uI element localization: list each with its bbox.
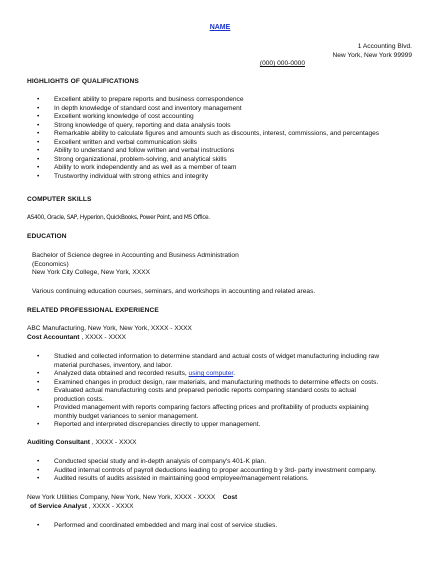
job3-title-a: Cost: [222, 494, 238, 501]
highlights-list: [37, 96, 379, 181]
list-item: • Audited results of audits assisted in maintaining good employee/management relations.: [37, 475, 376, 484]
address-line-2: New York, New York 99999: [332, 52, 412, 59]
list-item: • Ability to understand and follow written and verbal instructions: [37, 147, 379, 156]
list-item-text: Analyzed data obtained and recorded results,: [54, 370, 187, 377]
job1-company: ABC Manufacturing, New York, New York, XXXX - XXXX: [27, 325, 192, 332]
education-school: New York City College, New York, XXXX: [32, 269, 151, 276]
job1-dates: , XXXX - XXXX: [79, 334, 127, 341]
computer-skills-text: AS400, Oracle, SAP, Hyperion, QuickBooks, Power Point, and MS Office.: [27, 215, 210, 221]
list-item: • Trustworthy individual with strong ethics and integrity: [37, 173, 379, 182]
list-item: • Strong organizational, problem-solving, and analytical skills: [37, 156, 379, 165]
job1-title-line: [27, 334, 126, 343]
job3-company: New York Utilities Company, New York, New York, XXXX - XXXX: [27, 494, 216, 501]
job3-title-line: [30, 503, 133, 512]
list-item: • Strong knowledge of query, reporting and data analysis tools: [37, 122, 379, 131]
education-minor: (Economics): [32, 261, 69, 268]
education-degree: Bachelor of Science degree in Accounting and Business Administration: [32, 252, 239, 259]
job2-title-line: [27, 439, 137, 448]
experience-heading: RELATED PROFESSIONAL EXPERIENCE: [27, 307, 159, 314]
job2-dates: , XXXX - XXXX: [90, 439, 137, 446]
list-item-text: material purchases, inventory, and labor.: [54, 361, 173, 369]
list-item: • Excellent working knowledge of cost accounting: [37, 113, 379, 122]
list-item-text: Provided management with reports comparing factors affecting prices and profitability of products explaining: [54, 404, 369, 411]
link-suffix: .: [233, 370, 236, 377]
phone-number: (000) 000-0000: [259, 60, 305, 67]
list-item: • Audited internal controls of payroll deductions leading to proper accounting b y 3rd- party investment company.: [37, 467, 376, 476]
list-item: • Remarkable ability to calculate figures and amounts such as discounts, interest, commissions, and percentages: [37, 130, 379, 139]
job2-title: Auditing Consultant: [27, 439, 90, 446]
job3-dates: , XXXX - XXXX: [86, 503, 134, 510]
education-heading: EDUCATION: [27, 233, 67, 240]
list-item-text: production costs.: [54, 395, 104, 403]
job1-list: [37, 353, 379, 430]
using-computer-link[interactable]: using computer: [188, 370, 234, 377]
list-item: • In depth knowledge of standard cost and inventory management: [37, 105, 379, 114]
job3-title-b: of Service Analyst: [30, 503, 87, 510]
list-item: • Conducted special study and in-depth analysis of company's 401-K plan.: [37, 458, 376, 467]
job1-title: Cost Accountant: [27, 334, 80, 341]
highlights-heading: HIGHLIGHTS OF QUALIFICATIONS: [27, 78, 139, 85]
job2-list: [37, 458, 376, 484]
education-other: Various continuing education courses, seminars, and workshops in accounting and related areas.: [32, 288, 316, 295]
list-item: [37, 370, 379, 379]
address-line-1: 1 Accounting Blvd.: [357, 43, 412, 50]
list-item-text: Studied and collected information to determine standard and actual costs of widget manufacturing including raw: [54, 353, 380, 360]
list-item-text: Evaluated actual manufacturing costs and prepared periodic reports comparing standard costs to actual: [54, 387, 357, 394]
computer-skills-heading: COMPUTER SKILLS: [27, 196, 92, 203]
list-item: • Ability to work independently and as well as a member of team: [37, 164, 379, 173]
list-item: • Performed and coordinated embedded and marg inal cost of service studies.: [37, 522, 277, 531]
job3-company-line: [27, 494, 237, 503]
list-item: • Excellent written and verbal communication skills: [37, 139, 379, 148]
list-item-text: monthly budget variances to senior management.: [54, 412, 199, 420]
list-item: • Examined changes in product design, raw materials, and manufacturing methods to determine effects on costs.: [37, 379, 379, 388]
list-item: [37, 353, 379, 370]
list-item: [37, 387, 379, 404]
job3-list: [37, 522, 277, 531]
list-item: [37, 404, 379, 421]
resume-name[interactable]: NAME: [209, 24, 231, 31]
list-item: • Reported and interpreted discrepancies directly to upper management.: [37, 421, 379, 430]
list-item: • Excellent ability to prepare reports and business correspondence: [37, 96, 379, 105]
